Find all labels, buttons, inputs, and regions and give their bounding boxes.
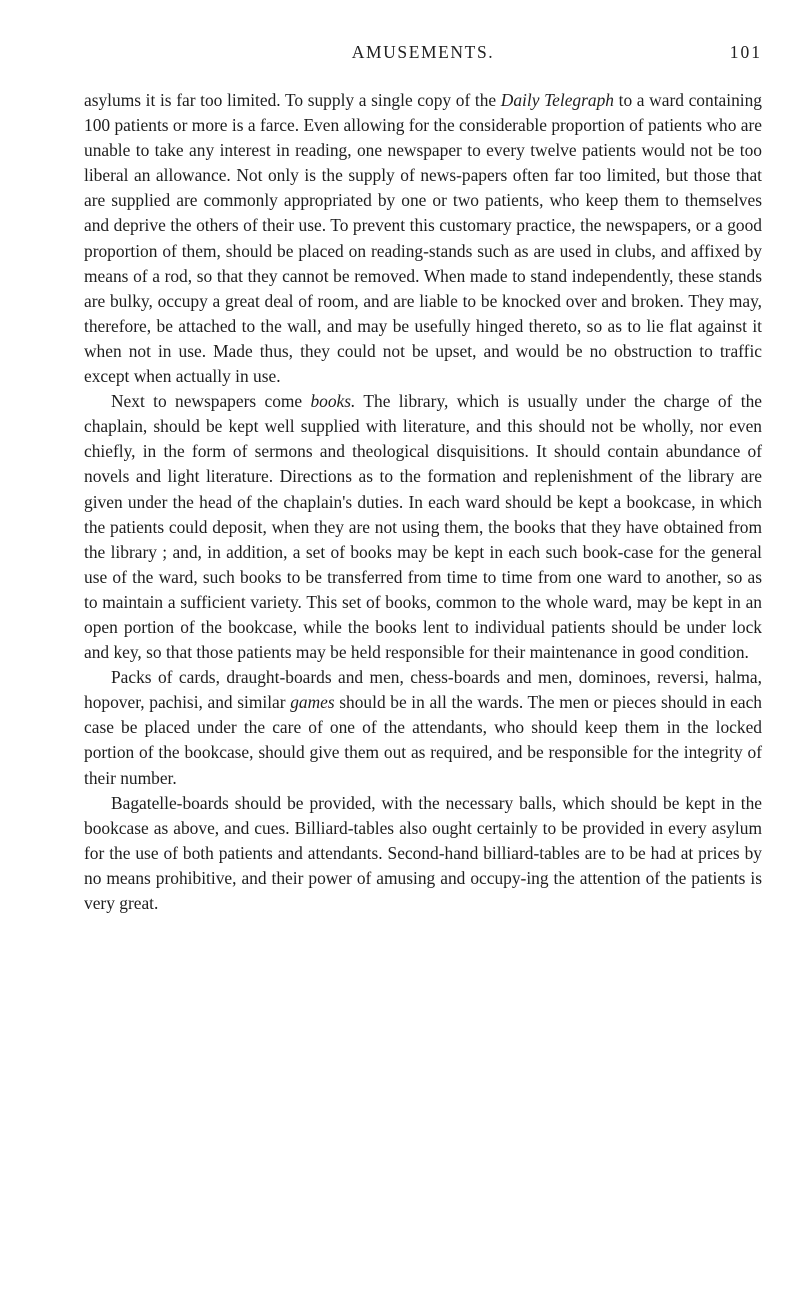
paragraph-text: to a ward containing 100 patients or more is a farce. Even allowing for the considerable proportion of patients who are unable to take any interest in reading, one newspaper to every twelve patients would not be too liberal an allowance. Not only is the supply of news-papers often far too limited, but those that are supplied are commonly appropriated by one or two patients, who keep them to themselves and deprive the others of their use. To prevent this customary practice, the newspapers, or a good proportion of them, should be placed on reading-stands such as are used in clubs, and affixed by means of a rod, so that they cannot be removed. When made to stand independently, these stands are bulky, occupy a great deal of room, and are liable to be knocked over and broken. They may, therefore, be attached to the wall, and may be usefully hinged thereto, so as to lie flat against it when not in use. Made thus, they could not be upset, and would be no obstruction to traffic except when actually in use. [84, 90, 762, 387]
italic-text: books. [310, 391, 356, 412]
italic-text: Daily Telegraph [500, 90, 614, 110]
paragraph [84, 389, 762, 665]
italic-text: games [290, 692, 335, 713]
running-head [84, 42, 762, 72]
paragraph-text: should be in all the wards. The men or pieces should in each case be placed under the care of one of the attendants, who should keep them in the locked portion of the bookcase, should give them out as required, and be responsible for the integrity of their number. [84, 692, 763, 788]
paragraph-text: Next to newspapers come [111, 391, 311, 412]
page-number: 101 [729, 42, 762, 62]
paragraph-text: The library, which is usually under the charge of the chaplain, should be kept well supplied with literature, and this should not be wholly, nor even chiefly, in the form of sermons and theological disquisitions. It should contain abundance of novels and light literature. Directions as to the formation and replenishment of the library are given under the head of the chaplain's duties. In each ward should be kept a bookcase, in which the patients could deposit, when they are not using them, the books that they have obtained from the library ; and, in addition, a set of books may be kept in each such book-case for the general use of the ward, such books to be transferred from time to time from one ward to another, so as to maintain a sufficient variety. This set of books, common to the whole ward, may be kept in an open portion of the bookcase, while the books lent to individual patients should be under lock and key, so that those patients may be held responsible for their maintenance in good condition. [84, 391, 762, 663]
paragraph [84, 665, 762, 790]
body-text [84, 88, 762, 916]
paragraph-text: Packs of cards, draught-boards and men, chess-boards and men, dominoes, reversi, halma, hopover, pachisi, and similar [84, 667, 762, 713]
paragraph-text: Bagatelle-boards should be provided, with the necessary balls, which should be kept in the bookcase as above, and cues. Billiard-tables also ought certainly to be provided in every asylum for the use of both patients and attendants. Second-hand billiard-tables are to be had at prices by no means prohibitive, and their power of amusing and occupy-ing the attention of the patients is very great. [84, 792, 762, 913]
paragraph-text: asylums it is far too limited. To supply a single copy of the [84, 90, 501, 110]
paragraph [84, 791, 762, 916]
running-title: AMUSEMENTS. [351, 42, 495, 62]
paragraph [84, 88, 762, 389]
